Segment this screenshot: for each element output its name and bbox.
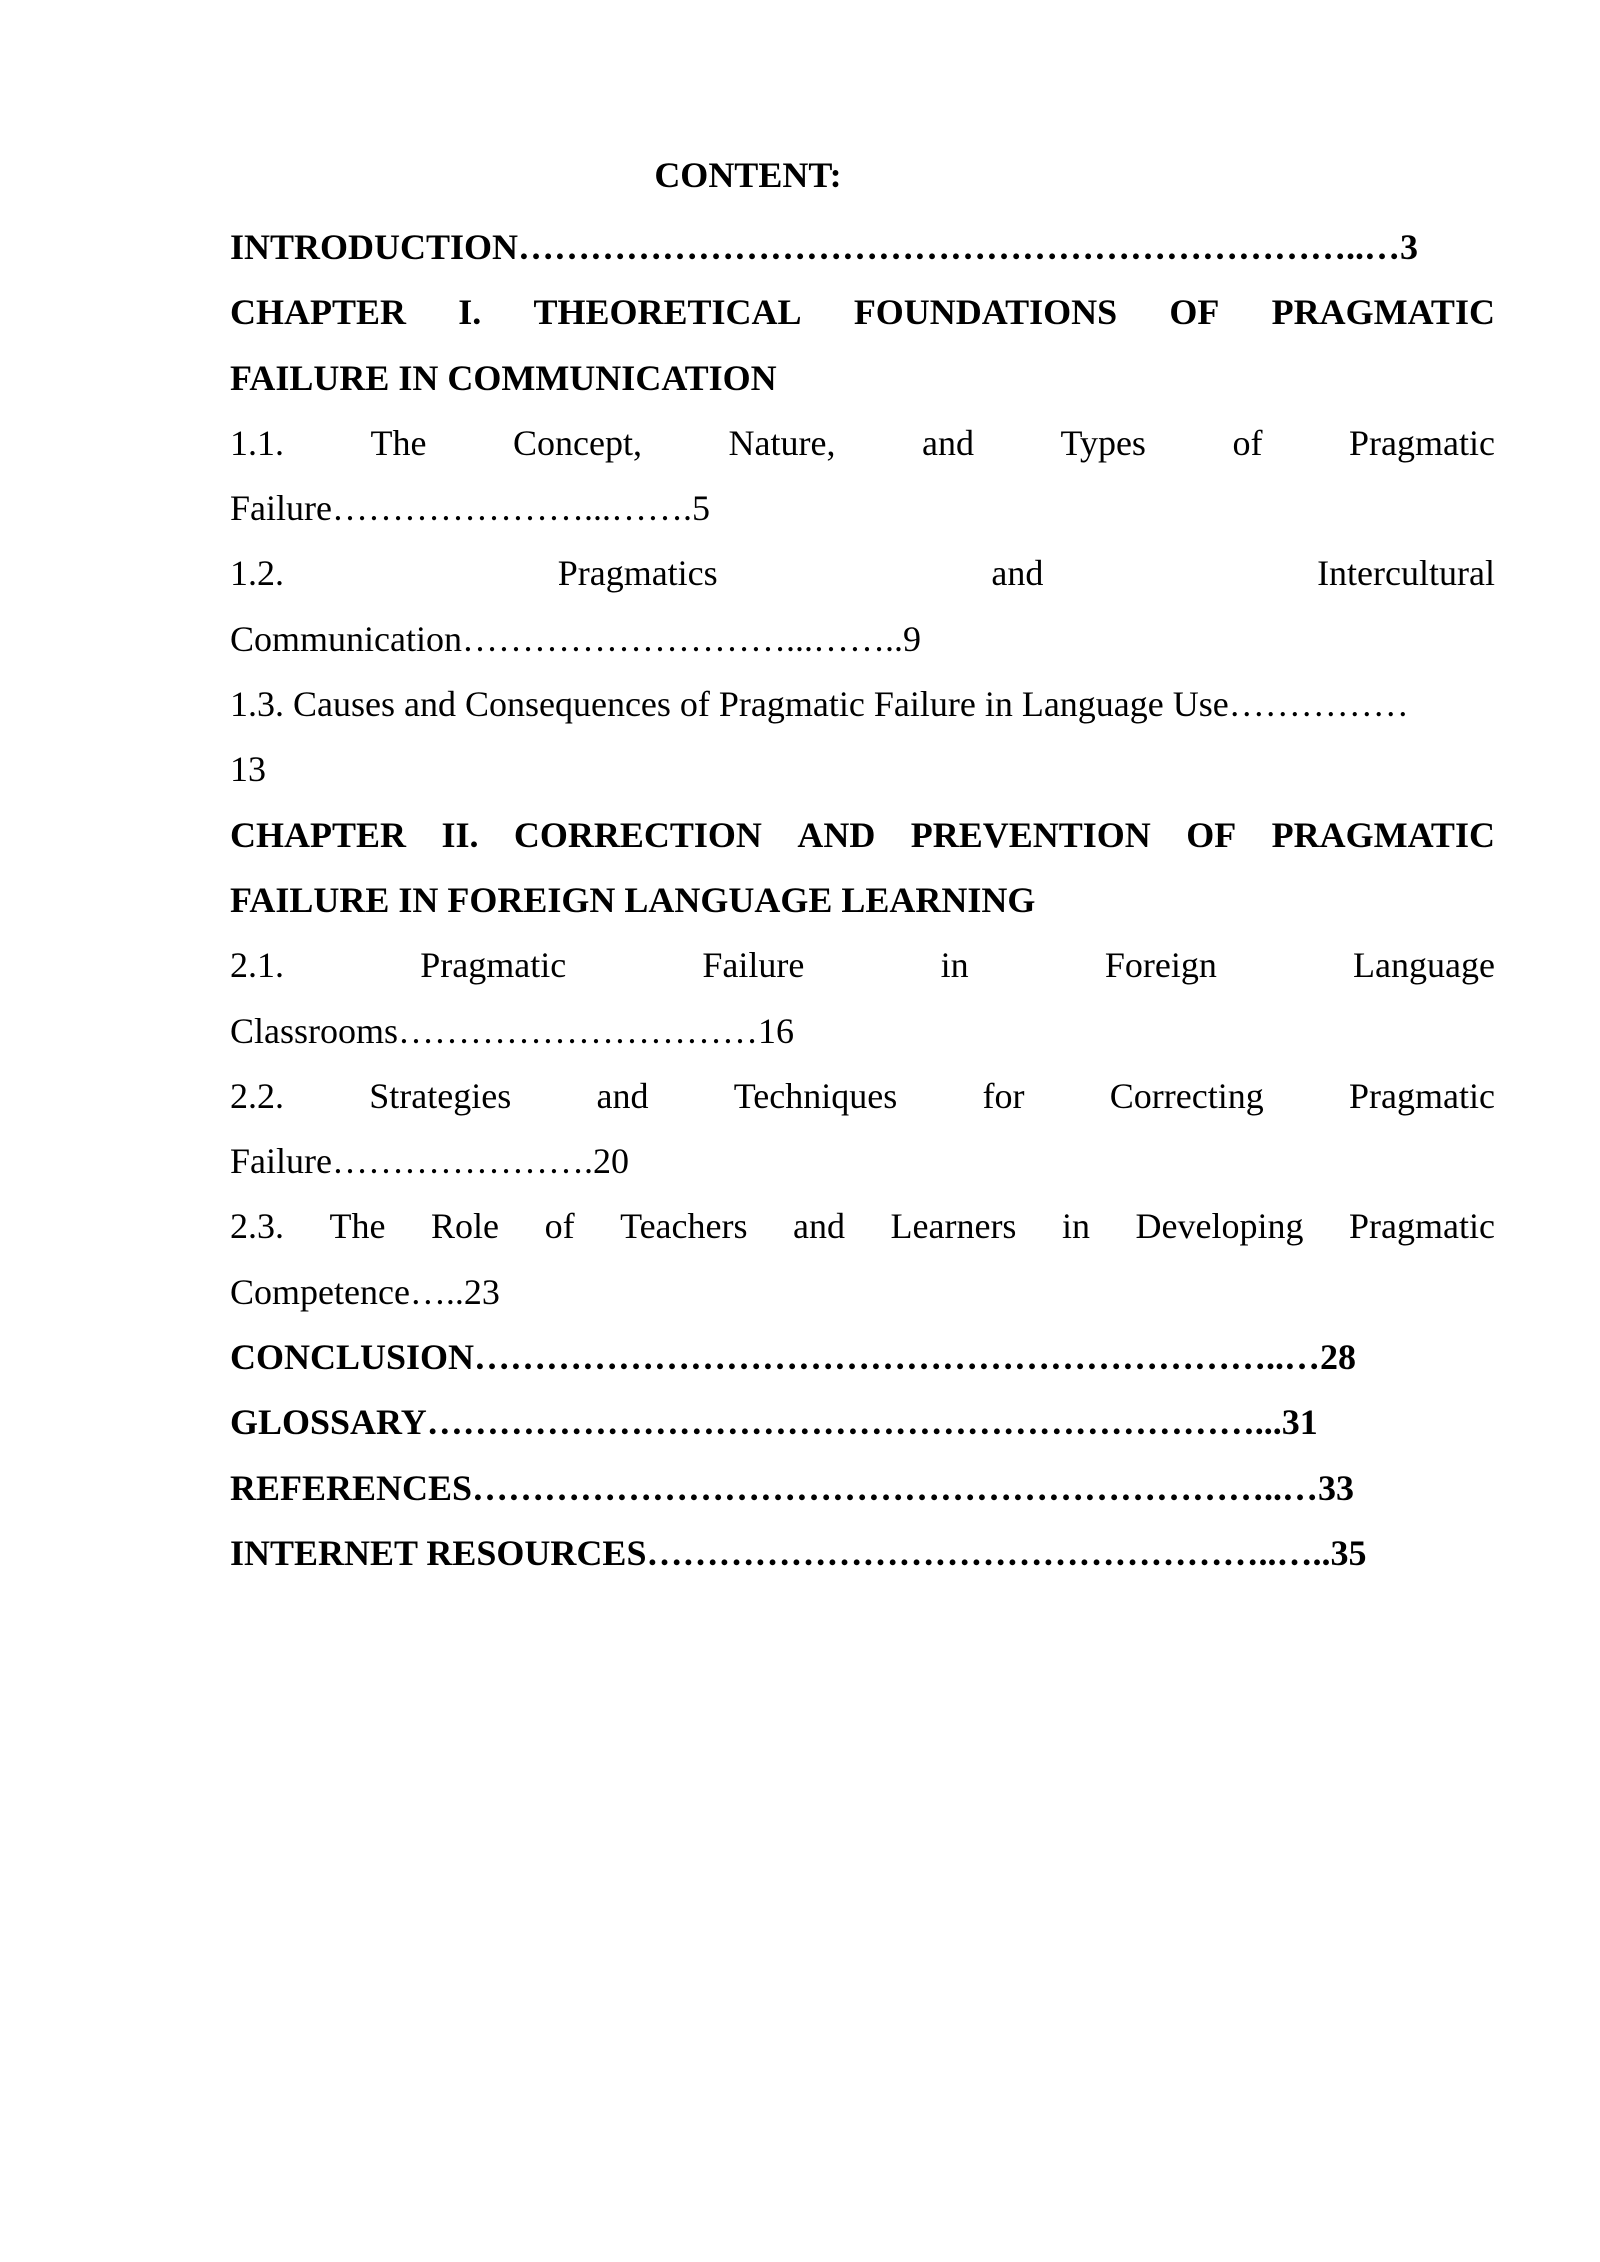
toc-word: Pragmatics	[557, 553, 718, 594]
toc-word: I.	[458, 292, 482, 333]
toc-word: FOUNDATIONS	[853, 292, 1118, 333]
toc-entry-introduction: INTRODUCTION……………………………………………………………..…3	[230, 227, 1419, 267]
toc-entry-1-1-line-1	[230, 411, 1495, 476]
toc-word: AND	[797, 814, 876, 855]
toc-word: Pragmatic	[1349, 1075, 1495, 1116]
toc-word: Types	[1060, 422, 1146, 463]
toc-word: and	[921, 422, 974, 463]
toc-entry-chapter-1-line-2: FAILURE IN COMMUNICATION	[230, 357, 777, 398]
toc-word: of	[1232, 422, 1263, 463]
toc-word: and	[793, 1206, 845, 1247]
toc-word: 2.2.	[230, 1075, 284, 1116]
toc-word: Nature,	[728, 422, 836, 463]
toc-entry-1-3-line-1: 1.3. Causes and Consequences of Pragmatic Failure in Language Use……………	[230, 684, 1409, 725]
toc-word: Learners	[890, 1206, 1017, 1247]
toc-word: Language	[1353, 945, 1495, 986]
toc-word: THEORETICAL	[533, 292, 802, 333]
toc-entry-glossary: GLOSSARY……………………………………………………………...31	[230, 1402, 1318, 1443]
toc-word: Concept,	[513, 422, 642, 463]
toc-word: PRAGMATIC	[1271, 292, 1495, 333]
toc-word: CHAPTER	[230, 292, 407, 333]
toc-word: and	[596, 1075, 649, 1116]
toc-word: PREVENTION	[910, 814, 1151, 855]
toc-word: in	[940, 945, 969, 986]
toc-word: in	[1061, 1206, 1090, 1247]
toc-word: Intercultural	[1317, 553, 1495, 594]
toc-word: Techniques	[733, 1075, 898, 1116]
toc-word: for	[982, 1075, 1025, 1116]
toc-word: The	[370, 422, 427, 463]
table-of-contents	[230, 215, 1495, 1586]
toc-word: PRAGMATIC	[1271, 814, 1495, 855]
toc-entry-2-2-line-2: Failure………………….20	[230, 1141, 629, 1182]
toc-entry-2-2-line-1	[230, 1064, 1495, 1129]
toc-entry-chapter-2-line-1	[230, 803, 1495, 868]
toc-word: Correcting	[1109, 1075, 1264, 1116]
toc-word: 2.1.	[230, 945, 284, 986]
toc-word: CORRECTION	[513, 814, 762, 855]
toc-word: Pragmatic	[1349, 1206, 1495, 1247]
toc-entry-1-2-line-2: Communication………………………...……..9	[230, 618, 921, 659]
toc-word: Pragmatic	[420, 945, 567, 986]
toc-entry-2-3-line-1	[230, 1194, 1495, 1259]
toc-word: and	[991, 553, 1044, 594]
toc-entry-internet-resources: INTERNET RESOURCES……………………………………………..…..35	[230, 1532, 1367, 1573]
toc-word: 1.2.	[230, 553, 284, 594]
toc-word: Pragmatic	[1348, 422, 1495, 463]
toc-word: CHAPTER	[230, 814, 407, 855]
toc-word: 2.3.	[230, 1206, 284, 1247]
toc-word: Developing	[1135, 1206, 1304, 1247]
toc-entry-2-3-line-2: Competence…..23	[230, 1271, 500, 1312]
toc-word: Strategies	[369, 1075, 512, 1116]
toc-entry-1-1-line-2: Failure…………………...…….5	[230, 488, 710, 529]
toc-title: CONTENT:	[654, 155, 842, 195]
toc-entry-2-1-line-2: Classrooms…………………………16	[230, 1010, 795, 1051]
toc-entry-2-1-line-1	[230, 933, 1495, 998]
toc-word: Foreign	[1104, 945, 1217, 986]
toc-entry-1-2-line-1	[230, 541, 1495, 606]
toc-word: 1.1.	[230, 422, 284, 463]
toc-entry-chapter-1-line-1	[230, 280, 1495, 345]
toc-word: Failure	[702, 945, 805, 986]
toc-word: II.	[441, 814, 479, 855]
toc-word: Role	[431, 1206, 500, 1247]
toc-word: Teachers	[620, 1206, 748, 1247]
toc-word: The	[329, 1206, 386, 1247]
toc-entry-conclusion: CONCLUSION…………………………………………………………..…28	[230, 1337, 1357, 1378]
toc-word: OF	[1169, 292, 1220, 333]
toc-entry-references: REFERENCES…………………………………………………………..…33	[230, 1467, 1355, 1508]
toc-word: OF	[1186, 814, 1237, 855]
toc-word: of	[544, 1206, 575, 1247]
toc-entry-chapter-2-line-2: FAILURE IN FOREIGN LANGUAGE LEARNING	[230, 879, 1036, 920]
toc-entry-1-3-line-2: 13	[230, 749, 266, 790]
